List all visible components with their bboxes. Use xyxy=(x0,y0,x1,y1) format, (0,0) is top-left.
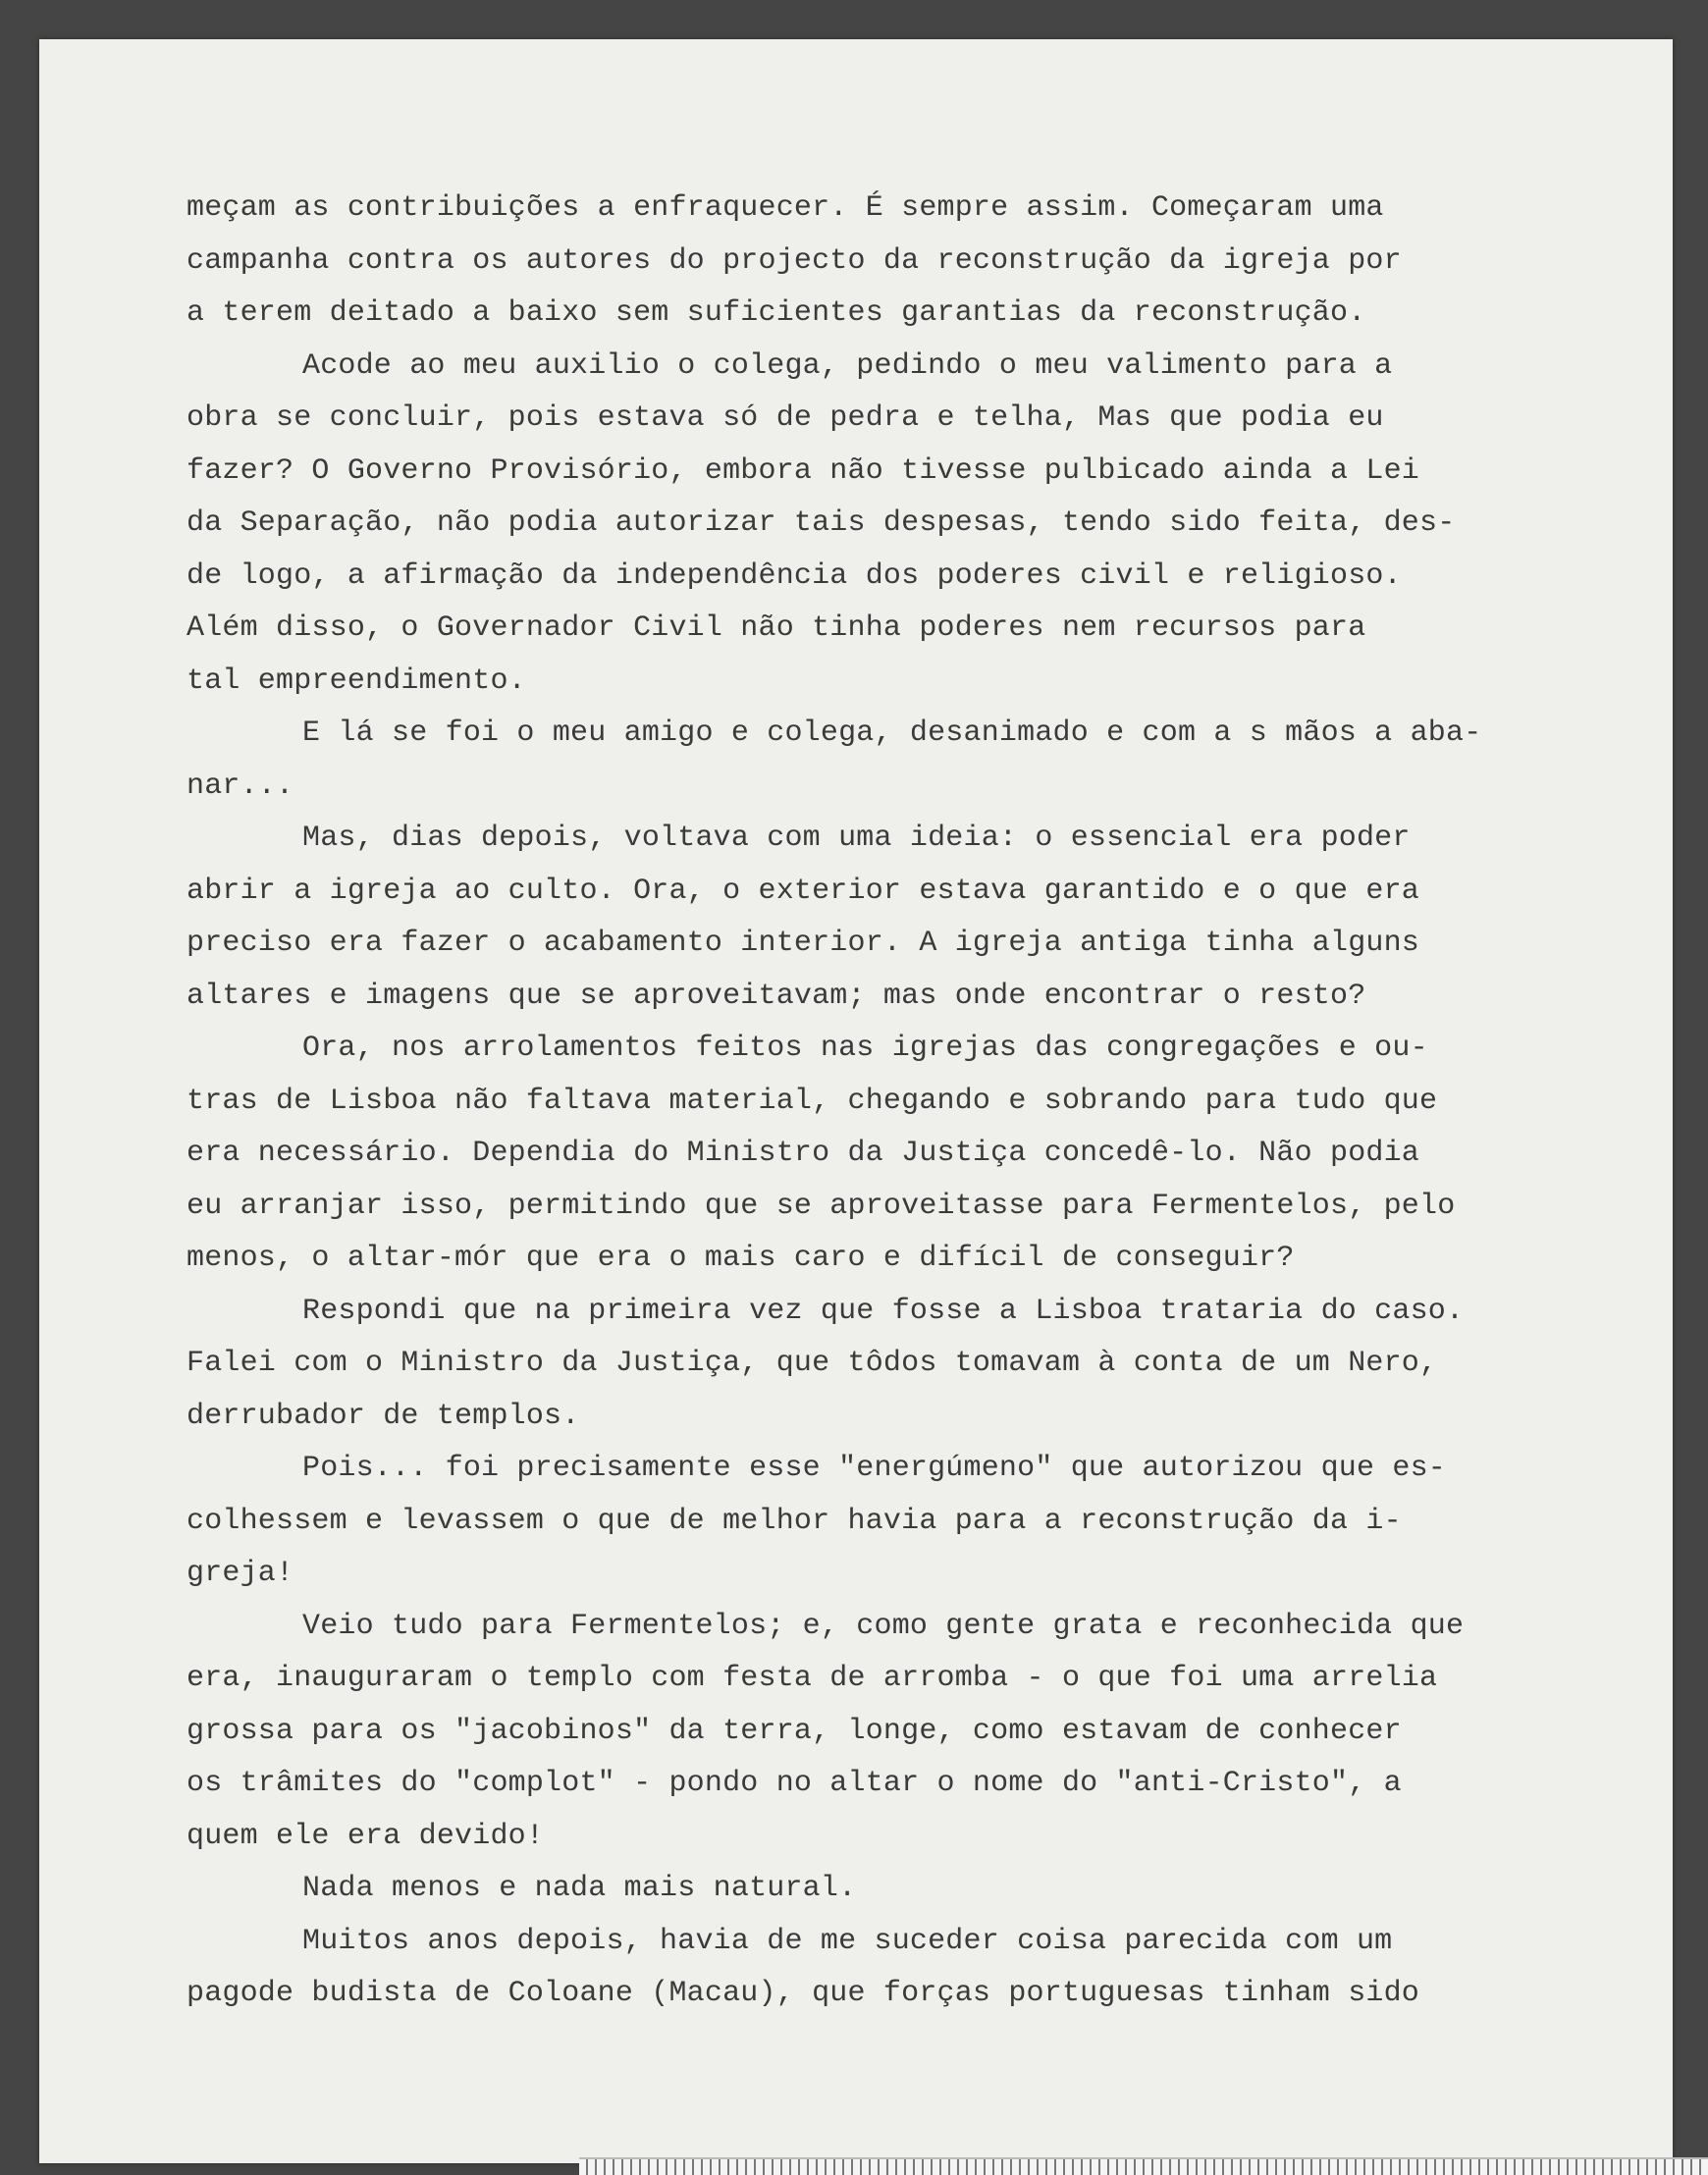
text-line: Além disso, o Governador Civil não tinha poderes nem recursos para xyxy=(187,611,1366,645)
text-line: Muitos anos depois, havia de me suceder coisa parecida com um xyxy=(302,1924,1393,1958)
text-line: Veio tudo para Fermentelos; e, como gente grata e reconhecida que xyxy=(302,1609,1465,1643)
text-line: grossa para os "jacobinos" da terra, longe, como estavam de conhecer xyxy=(187,1714,1402,1748)
text-line: menos, o altar-mór que era o mais caro e difícil de conseguir? xyxy=(187,1242,1295,1275)
text-line: Respondi que na primeira vez que fosse a Lisboa trataria do caso. xyxy=(302,1294,1465,1328)
text-line: da Separação, não podia autorizar tais despesas, tendo sido feita, des- xyxy=(187,506,1456,540)
text-line: tal empreendimento. xyxy=(187,663,526,698)
text-line: a terem deitado a baixo sem suficientes garantias da reconstrução. xyxy=(187,296,1366,330)
text-line: E lá se foi o meu amigo e colega, desanimado e com a s mãos a aba- xyxy=(302,716,1482,750)
text-line: eu arranjar isso, permitindo que se aproveitasse para Fermentelos, pelo xyxy=(187,1189,1456,1223)
scan-scale-ruler xyxy=(579,2157,1708,2175)
text-line: era, inauguraram o templo com festa de arromba - o que foi uma arrelia xyxy=(187,1662,1438,1695)
text-line: obra se concluir, pois estava só de pedra e telha, Mas que podia eu xyxy=(187,401,1384,435)
text-line: colhessem e levassem o que de melhor havia para a reconstrução da i- xyxy=(187,1504,1402,1538)
text-line: meçam as contribuições a enfraquecer. É sempre assim. Começaram uma xyxy=(187,191,1384,225)
text-line: altares e imagens que se aproveitavam; mas onde encontrar o resto? xyxy=(187,979,1366,1013)
text-line: greja! xyxy=(187,1557,294,1590)
text-line: Ora, nos arrolamentos feitos nas igrejas das congregações e ou- xyxy=(302,1032,1428,1065)
text-line: derrubador de templos. xyxy=(187,1399,580,1433)
text-line: Falei com o Ministro da Justiça, que tôdos tomavam à conta de um Nero, xyxy=(187,1347,1438,1380)
text-line: tras de Lisboa não faltava material, chegando e sobrando para tudo que xyxy=(187,1084,1438,1118)
text-line: abrir a igreja ao culto. Ora, o exterior estava garantido e o que era xyxy=(187,874,1420,908)
text-line: quem ele era devido! xyxy=(187,1819,545,1853)
text-line: preciso era fazer o acabamento interior. A igreja antiga tinha alguns xyxy=(187,927,1420,960)
document-page xyxy=(39,39,1673,2163)
text-line: de logo, a afirmação da independência dos poderes civil e religioso. xyxy=(187,558,1402,593)
text-line: os trâmites do "complot" - pondo no altar o nome do "anti-Cristo", a xyxy=(187,1767,1402,1800)
text-line: Mas, dias depois, voltava com uma ideia: o essencial era poder xyxy=(302,822,1411,855)
text-line: era necessário. Dependia do Ministro da Justiça concedê-lo. Não podia xyxy=(187,1137,1420,1170)
text-line: campanha contra os autores do projecto da reconstrução da igreja por xyxy=(187,243,1402,278)
text-line: pagode budista de Coloane (Macau), que forças portuguesas tinham sido xyxy=(187,1977,1420,2010)
text-line: Pois... foi precisamente esse "energúmeno" que autorizou que es- xyxy=(302,1452,1446,1485)
text-line: nar... xyxy=(187,769,294,803)
text-line: Nada menos e nada mais natural. xyxy=(302,1872,857,1905)
typed-text-body xyxy=(187,183,1610,2021)
text-line: fazer? O Governo Provisório, embora não tivesse pulbicado ainda a Lei xyxy=(187,453,1420,488)
text-line: Acode ao meu auxilio o colega, pedindo o meu valimento para a xyxy=(302,348,1393,383)
